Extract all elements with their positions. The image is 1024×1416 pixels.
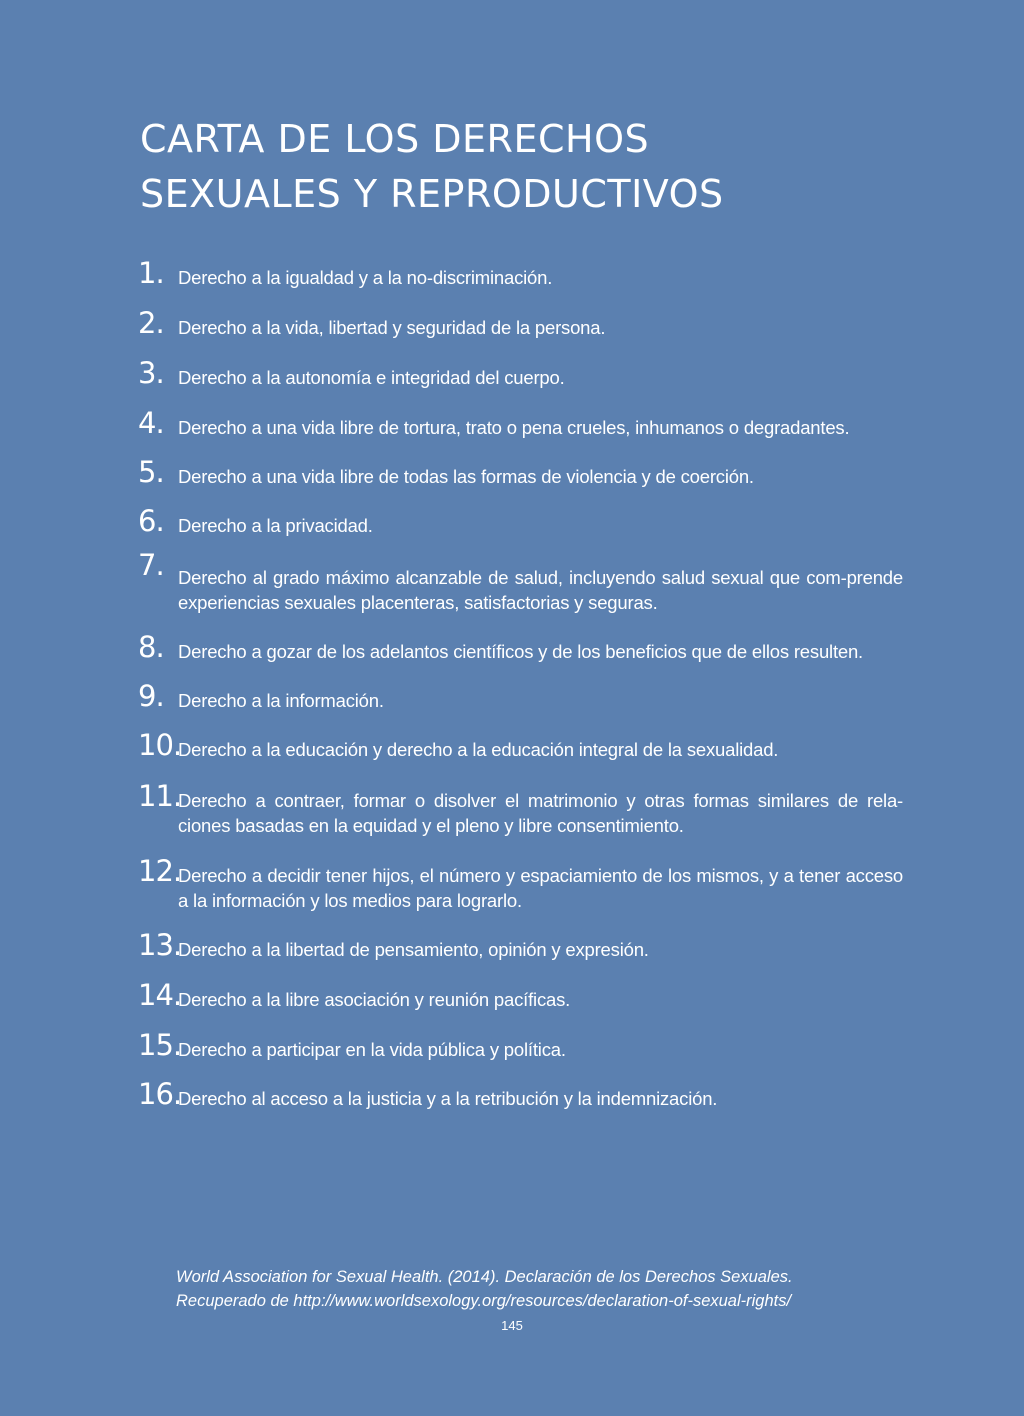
item-text: Derecho a una vida libre de tortura, trato o pena crueles, inhumanos o degradantes.: [178, 417, 850, 438]
item-number: 13.: [138, 928, 182, 962]
item-text: Derecho a la vida, libertad y seguridad de la persona.: [178, 317, 606, 338]
item-number: 1.: [138, 256, 164, 290]
item-text: Derecho a contraer, formar o disolver el matrimonio y otras formas similares de rela-ciones basadas en la equidad y el pleno y libre consentimiento.: [178, 790, 903, 836]
item-number: 8.: [138, 630, 164, 664]
item-text: Derecho a la autonomía e integridad del cuerpo.: [178, 367, 565, 388]
item-number: 16.: [138, 1077, 182, 1111]
item-text: Derecho a la igualdad y a la no-discriminación.: [178, 267, 553, 288]
title-line-1: CARTA DE LOS DERECHOS: [140, 117, 650, 161]
title-line-2: SEXUALES Y REPRODUCTIVOS: [140, 172, 724, 216]
item-number: 5.: [138, 455, 164, 489]
item-text: Derecho a decidir tener hijos, el número y espaciamiento de los mismos, y a tener acceso a la información y los medios para lograrlo.: [178, 865, 903, 911]
item-number: 14.: [138, 978, 182, 1012]
item-number: 2.: [138, 306, 164, 340]
item-number: 9.: [138, 679, 164, 713]
item-number: 7.: [138, 548, 164, 582]
item-number: 15.: [138, 1028, 182, 1062]
item-text: Derecho a la educación y derecho a la educación integral de la sexualidad.: [178, 739, 779, 760]
citation-line-2: Recuperado de http://www.worldsexology.org/resources/declaration-of-sexual-rights/: [176, 1292, 792, 1310]
item-number: 11.: [138, 779, 182, 813]
item-text: Derecho a una vida libre de todas las formas de violencia y de coerción.: [178, 466, 754, 487]
item-text: Derecho al grado máximo alcanzable de salud, incluyendo salud sexual que com-prende experiencias sexuales placenteras, satisfactorias y seguras.: [178, 567, 903, 613]
item-number: 10.: [138, 728, 182, 762]
item-text: Derecho a la privacidad.: [178, 515, 373, 536]
item-text: Derecho al acceso a la justicia y a la retribución y la indemnización.: [178, 1088, 718, 1109]
page-title: [140, 112, 724, 222]
item-number: 4.: [138, 406, 164, 440]
item-number: 3.: [138, 356, 164, 390]
item-text: Derecho a la libre asociación y reunión pacíficas.: [178, 989, 571, 1010]
item-number: 6.: [138, 504, 164, 538]
page-number: 145: [501, 1318, 523, 1333]
citation: [176, 1265, 936, 1313]
citation-line-1: World Association for Sexual Health. (2014). Declaración de los Derechos Sexuales.: [176, 1268, 793, 1286]
item-text: Derecho a gozar de los adelantos científicos y de los beneficios que de ellos resulten.: [178, 641, 863, 662]
item-text: Derecho a la libertad de pensamiento, opinión y expresión.: [178, 939, 649, 960]
item-text: Derecho a la información.: [178, 690, 384, 711]
item-text: Derecho a participar en la vida pública y política.: [178, 1039, 566, 1060]
item-number: 12.: [138, 854, 182, 888]
